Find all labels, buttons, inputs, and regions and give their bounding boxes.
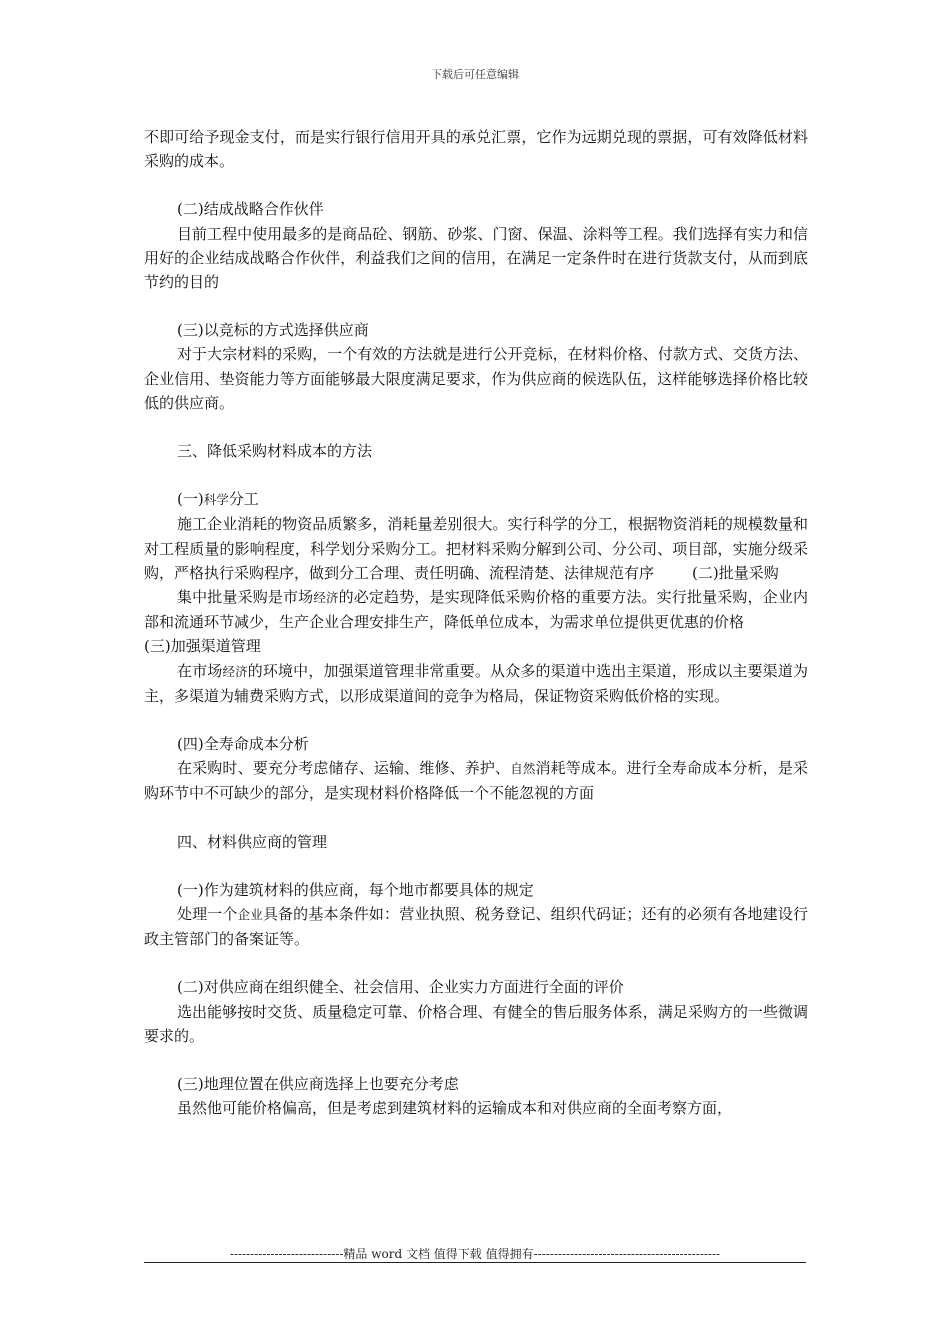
paragraph [144, 512, 808, 585]
paragraph-text: 具备的基本条件如：营业执照、税务登记、组织代码证；还有的必须有各地建设行政主管部门的备案证等。 [144, 905, 808, 949]
subheading-part: 科学 [203, 492, 229, 508]
subheading-part: 分工 [228, 490, 259, 509]
paragraph [144, 756, 808, 805]
subheading: (三)加强渠道管理 [144, 637, 261, 656]
section-heading: 四、材料供应商的管理 [177, 832, 328, 851]
paragraph-text: 经济 [222, 663, 248, 679]
paragraph: 虽然他可能价格偏高，但是考虑到建筑材料的运输成本和对供应商的全面考察方面， [177, 1099, 733, 1118]
paragraph-text: 集中批量采购是市场 [177, 588, 314, 607]
page-footer-text: ----------------------------精品 word 文档 值得下载 值得拥有---------------------------------------------- [229, 1247, 721, 1261]
paragraph-text: 施工企业消耗的物资品质繁多，消耗量差别很大。实行科学的分工，根据物资消耗的规模数量和对工程质量的影响程度，科学划分采购分工。把材料采购分解到公司、分公司、项目部，实施分级采购，严格执行采购程序，做到分工合理、责任明确、流程清楚、法律规范有序 [144, 515, 808, 582]
footer-divider [144, 1262, 806, 1263]
paragraph: 不即可给予现金支付，而是实行银行信用开具的承兑汇票，它作为远期兑现的票据，可有效降低材料采购的成本。 [144, 128, 808, 171]
subheading: (三)地理位置在供应商选择上也要充分考虑 [177, 1075, 459, 1094]
paragraph-text: 的环境中，加强渠道管理非常重要。从众多的渠道中选出主渠道，形成以主要渠道为主，多渠道为辅费采购方式，以形成渠道间的竞争为格局，保证物资采购低价格的实现。 [144, 661, 808, 705]
paragraph-text: 企业 [237, 907, 263, 923]
page-header-note: 下载后可任意编辑 [431, 68, 519, 81]
paragraph: 对于大宗材料的采购，一个有效的方法就是进行公开竞标，在材料价格、付款方式、交货方法、企业信用、垫资能力等方面能够最大限度满足要求，作为供应商的候选队伍，这样能够选择价格比较低的供应商。 [144, 345, 808, 412]
paragraph-text: 消耗等成本。进行全寿命成本分析，是采购环节中不可缺少的部分，是实现材料价格降低一个不能忽视的方面 [144, 759, 808, 803]
paragraph-text: 的必定趋势，是实现降低采购价格的重要方法。实行批量采购，企业内部和流通环节减少，生产企业合理安排生产，降低单位成本，为需求单位提供更优惠的价格 [144, 588, 808, 632]
paragraph-text: 自然 [510, 761, 536, 777]
subheading: (四)全寿命成本分析 [177, 735, 309, 754]
paragraph-text: 经济 [313, 590, 339, 606]
subheading [144, 487, 808, 512]
paragraph-text: 在采购时、要充分考虑储存、运输、维修、养护、 [177, 759, 511, 778]
paragraph: 目前工程中使用最多的是商品砼、钢筋、砂浆、门窗、保温、涂料等工程。我们选择有实力和信用好的企业结成战略合作伙伴，利益我们之间的信用，在满足一定条件时在进行货款支付，从而到底节约的目的 [144, 224, 808, 292]
subheading: (一)作为建筑材料的供应商，每个地市都要具体的规定 [177, 880, 534, 899]
paragraph [144, 585, 808, 634]
paragraph-text: 在市场 [177, 661, 223, 680]
subheading: (二)结成战略合作伙伴 [177, 200, 324, 219]
paragraph: 选出能够按时交货、质量稳定可靠、价格合理、有健全的售后服务体系，满足采购方的一些微调要求的。 [144, 1002, 808, 1045]
paragraph [144, 902, 808, 951]
document-body [144, 125, 808, 1121]
subheading-part: (一) [177, 490, 204, 509]
subheading: (二)对供应商在组织健全、社会信用、企业实力方面进行全面的评价 [177, 978, 624, 997]
subheading: (二)批量采购 [692, 563, 779, 582]
paragraph [144, 659, 808, 708]
subheading: (三)以竞标的方式选择供应商 [177, 321, 369, 340]
section-heading: 三、降低采购材料成本的方法 [177, 442, 373, 461]
paragraph-text: 处理一个 [177, 905, 238, 924]
